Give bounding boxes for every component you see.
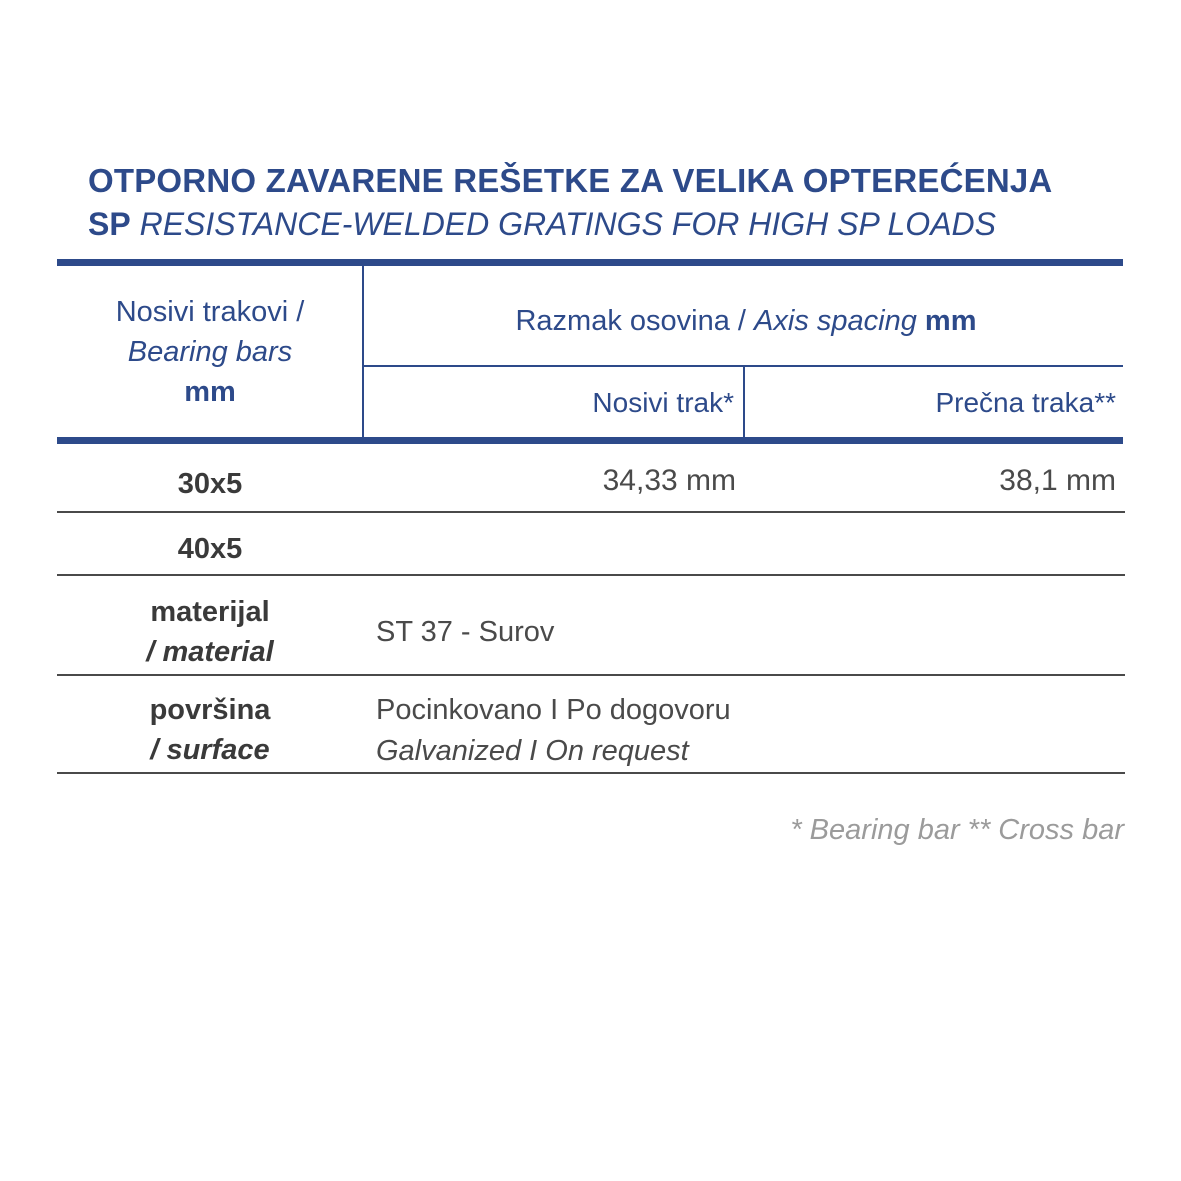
page-title-sp-prefix: SP xyxy=(88,206,131,243)
cell-surface-value xyxy=(376,690,1116,772)
header-cell-axis-spacing xyxy=(370,303,1122,341)
page-title-primary: OTPORNO ZAVARENE REŠETKE ZA VELIKA OPTEREĆENJA xyxy=(88,162,1053,199)
page-title xyxy=(88,160,1128,245)
row-divider xyxy=(57,772,1125,774)
material-label-sr: materijal xyxy=(150,596,270,628)
table-top-rule xyxy=(57,259,1123,266)
header-column-divider-left xyxy=(362,266,364,438)
surface-label-en: / surface xyxy=(150,734,270,767)
surface-value-en: Galvanized I On request xyxy=(376,735,689,768)
surface-label-sr: površina xyxy=(149,694,271,726)
header-bearing-bars-en: Bearing bars xyxy=(127,336,293,369)
header-bottom-rule xyxy=(57,437,1123,444)
header-axis-spacing-unit: mm xyxy=(924,305,977,337)
page-title-subtitle: RESISTANCE-WELDED GRATINGS FOR HIGH SP LOADS xyxy=(139,206,996,243)
table-row-material-label xyxy=(62,592,358,672)
cell-material-value xyxy=(376,612,1116,653)
page-title-secondary xyxy=(88,204,1128,245)
row-divider xyxy=(57,574,1125,576)
surface-value-sr: Pocinkovano I Po dogovoru xyxy=(376,694,731,726)
row-divider xyxy=(57,511,1125,513)
table-row-surface-label xyxy=(62,690,358,770)
cell-cross-bar-value: 38,1 mm xyxy=(999,464,1116,497)
cell-bearing-bar-value: 34,33 mm xyxy=(602,464,736,497)
header-axis-spacing-en: Axis spacing xyxy=(754,305,917,337)
header-column-divider-right xyxy=(743,366,745,438)
header-cell-bearing-bars xyxy=(62,292,358,412)
material-label-en: / material xyxy=(146,636,274,669)
header-cell-cross-bar-sub: Prečna traka** xyxy=(935,387,1116,418)
row-divider xyxy=(57,674,1125,676)
header-bearing-bars-sr: Nosivi trakovi / xyxy=(115,296,305,328)
header-cell-bearing-bar-sub: Nosivi trak* xyxy=(592,387,734,418)
header-bearing-bars-unit: mm xyxy=(184,376,236,409)
table-footnote: * Bearing bar ** Cross bar xyxy=(790,814,1124,846)
table-row: 40x5 xyxy=(177,533,243,565)
material-value: ST 37 - Surov xyxy=(376,616,555,648)
header-axis-spacing-sr: Razmak osovina / xyxy=(515,305,746,337)
table-row: 30x5 xyxy=(177,468,243,500)
